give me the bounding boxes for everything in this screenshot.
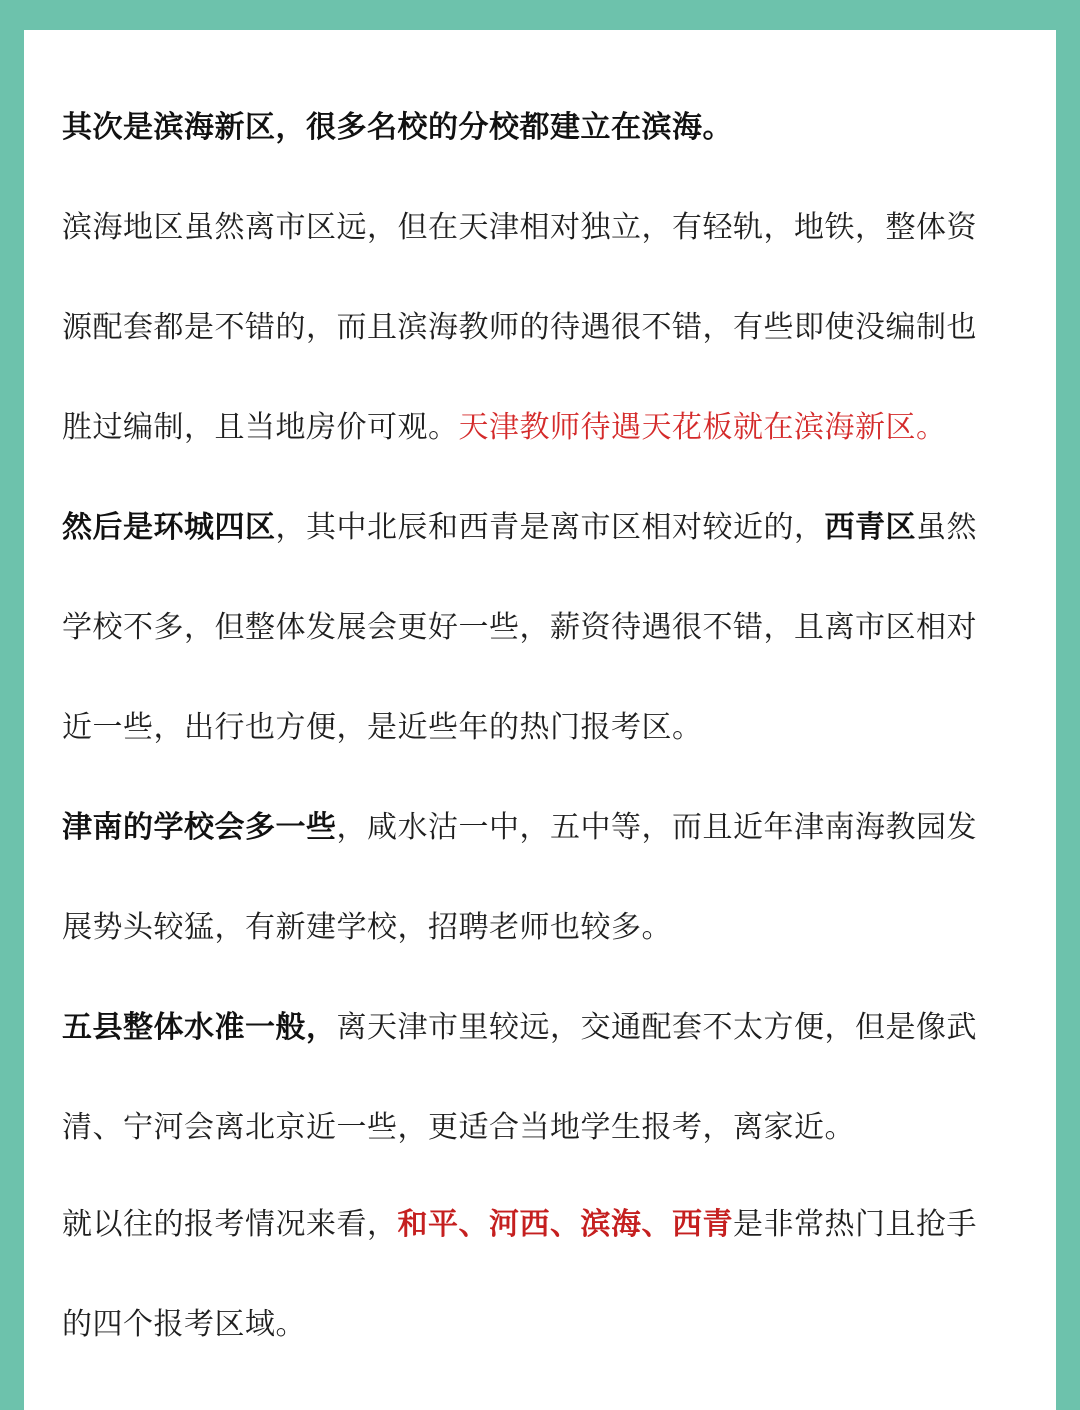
four-districts-heading: 然后是环城四区 — [62, 510, 276, 545]
jinnan-text: ，咸水沽一中，五中等，而且近年津南海教园发 — [336, 810, 977, 845]
summary-line-1 — [62, 1175, 977, 1275]
five-counties-line-2: 清、宁河会离北京近一些，更适合当地学生报考，离家近。 — [62, 1110, 855, 1145]
binhai-line-2: 源配套都是不错的，而且滨海教师的待遇很不错，有些即使没编制也 — [62, 310, 977, 345]
paragraph-four-districts — [62, 478, 977, 778]
paragraph-summary — [62, 1175, 977, 1375]
jinnan-line-1 — [62, 778, 977, 878]
four-districts-text-2: 虽然 — [916, 510, 977, 545]
paragraph-jinnan — [62, 778, 977, 978]
xiqing-bold: 西青区 — [824, 510, 916, 545]
binhai-highlight: 天津教师待遇天花板就在滨海新区。 — [458, 410, 947, 445]
four-districts-line-3: 近一些，出行也方便，是近些年的热门报考区。 — [62, 710, 703, 745]
summary-text: 就以往的报考情况来看， — [62, 1207, 398, 1242]
article-card — [24, 30, 1056, 1410]
four-districts-text: ，其中北辰和西青是离市区相对较近的， — [275, 510, 825, 545]
paragraph-binhai-intro — [62, 78, 733, 178]
summary-highlight: 和平、河西、滨海、西青 — [397, 1207, 733, 1242]
binhai-line-3-text: 胜过编制，且当地房价可观。 — [62, 410, 459, 445]
four-districts-line-2: 学校不多，但整体发展会更好一些，薪资待遇很不错，且离市区相对 — [62, 610, 977, 645]
binhai-line-3 — [62, 378, 977, 478]
binhai-line-1: 滨海地区虽然离市区远，但在天津相对独立，有轻轨，地铁，整体资 — [62, 210, 977, 245]
summary-line-2: 的四个报考区域。 — [62, 1307, 306, 1342]
four-districts-line-1 — [62, 478, 977, 578]
binhai-heading: 其次是滨海新区，很多名校的分校都建立在滨海。 — [62, 110, 733, 145]
five-counties-line-1 — [62, 978, 977, 1078]
summary-text-2: 是非常热门且抢手 — [733, 1207, 977, 1242]
paragraph-binhai-detail — [62, 178, 977, 478]
five-counties-text: 离天津市里较远，交通配套不太方便，但是像武 — [336, 1010, 977, 1045]
jinnan-line-2: 展势头较猛，有新建学校，招聘老师也较多。 — [62, 910, 672, 945]
jinnan-heading: 津南的学校会多一些 — [62, 810, 337, 845]
five-counties-heading: 五县整体水准一般， — [62, 1010, 337, 1045]
paragraph-five-counties — [62, 978, 977, 1178]
